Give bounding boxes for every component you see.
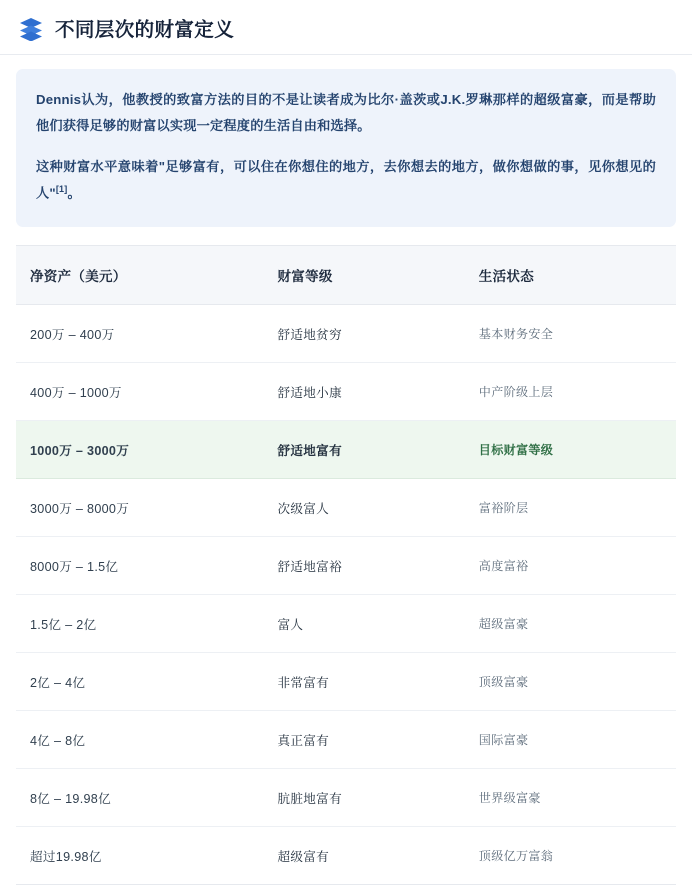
callout-box: [16, 69, 676, 227]
table-row: [16, 479, 676, 537]
cell-net-worth: 200万 – 400万: [16, 305, 264, 363]
wealth-table-wrapper: [16, 245, 676, 885]
layers-icon: [18, 15, 44, 41]
wealth-table: [16, 246, 676, 884]
cell-status: 目标财富等级: [465, 421, 676, 479]
column-header-tier: 财富等级: [264, 246, 465, 305]
cell-net-worth: 2亿 – 4亿: [16, 653, 264, 711]
cell-tier: 舒适地小康: [264, 363, 465, 421]
cell-tier: 真正富有: [264, 711, 465, 769]
column-header-net-worth: 净资产（美元）: [16, 246, 264, 305]
cell-status: 高度富裕: [465, 537, 676, 595]
table-row: [16, 537, 676, 595]
cell-net-worth: 400万 – 1000万: [16, 363, 264, 421]
cell-net-worth: 超过19.98亿: [30, 850, 102, 865]
callout-paragraph-2-text: 这种财富水平意味着"足够富有，可以住在你想住的地方，去你想去的地方，做你想做的事，见你想见的人": [36, 158, 656, 201]
cell-net-worth: 8000万 – 1.5亿: [16, 537, 264, 595]
table-header-row: [16, 246, 676, 305]
table-row: [16, 305, 676, 363]
cell-tier: 富人: [264, 595, 465, 653]
cell-net-worth: 4亿 – 8亿: [16, 711, 264, 769]
cell-status: 基本财务安全: [465, 305, 676, 363]
page-header: [0, 0, 692, 54]
callout-paragraph-2-tail: 。: [67, 185, 81, 201]
cell-status: 世界级富豪: [465, 769, 676, 827]
table-row: [16, 595, 676, 653]
table-row: [16, 653, 676, 711]
table-body: [16, 305, 676, 885]
table-row: [16, 711, 676, 769]
callout-paragraph-2: [36, 154, 656, 207]
page-title: 不同层次的财富定义: [55, 19, 235, 41]
cell-net-worth: 1.5亿 – 2亿: [16, 595, 264, 653]
callout-paragraph-1: Dennis认为，他教授的致富方法的目的不是让读者成为比尔·盖茨或J.K.罗琳那样的超级富豪，而是帮助他们获得足够的财富以实现一定程度的生活自由和选择。: [36, 92, 656, 134]
cell-tier: 舒适地富有: [264, 421, 465, 479]
cell-status: 超级富豪: [465, 595, 676, 653]
cell-tier: 次级富人: [264, 479, 465, 537]
cell-status: 顶级富豪: [465, 653, 676, 711]
cell-tier: 非常富有: [264, 653, 465, 711]
column-header-status: 生活状态: [465, 246, 676, 305]
cell-tier: 肮脏地富有: [264, 769, 465, 827]
cell-status: 顶级亿万富翁: [478, 849, 554, 864]
cell-tier: 超级富有: [277, 850, 330, 865]
cell-net-worth: 3000万 – 8000万: [16, 479, 264, 537]
table-row-highlighted: [16, 421, 676, 479]
cell-status: 国际富豪: [465, 711, 676, 769]
cell-tier: 舒适地贫穷: [264, 305, 465, 363]
header-divider: [0, 54, 692, 55]
table-row: [16, 827, 676, 885]
cell-net-worth: 8亿 – 19.98亿: [16, 769, 264, 827]
cell-status: 中产阶级上层: [465, 363, 676, 421]
table-row: [16, 769, 676, 827]
cell-tier: 舒适地富裕: [264, 537, 465, 595]
footnote-ref[interactable]: [1]: [55, 184, 68, 195]
cell-net-worth: 1000万 – 3000万: [16, 421, 264, 479]
table-row: [16, 363, 676, 421]
cell-status: 富裕阶层: [465, 479, 676, 537]
